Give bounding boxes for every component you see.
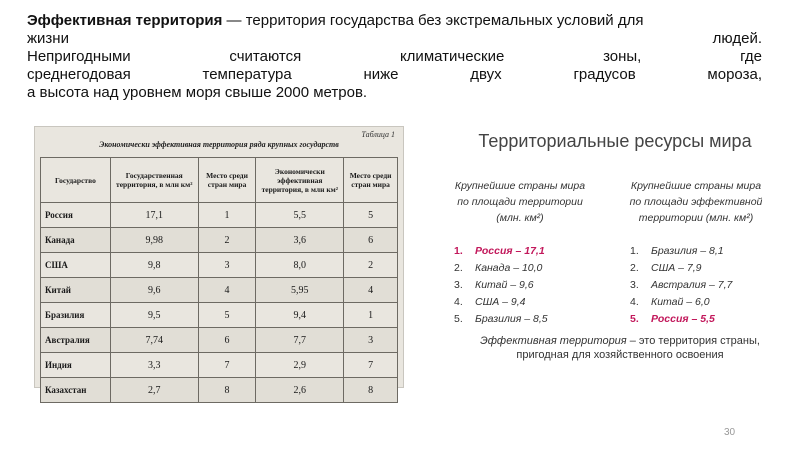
left-heading-line: (млн. км²) [496, 212, 544, 224]
ranking-text: Россия – 5,5 [651, 313, 715, 325]
scanned-table-image [34, 126, 404, 396]
intro-word: мороза, [707, 66, 762, 83]
ranking-text: Канада – 10,0 [475, 262, 543, 274]
table-cell: 5,95 [256, 278, 344, 303]
table-row [41, 328, 398, 353]
definition-line-1 [450, 334, 790, 348]
header-rank-territory: Место среди стран мира [198, 158, 256, 203]
intro-line-3 [27, 48, 762, 66]
intro-term: Эффективная территория [27, 12, 223, 29]
intro-word: градусов [573, 66, 636, 83]
table-cell: 4 [344, 278, 398, 303]
intro-word: зоны, [603, 48, 642, 65]
ranking-text: Бразилия – 8,1 [651, 245, 724, 257]
ranking-number: 4. [454, 296, 463, 308]
ranking-number: 2. [454, 262, 463, 274]
ranking-number: 5. [630, 313, 639, 325]
ranking-text: Австралия – 7,7 [651, 279, 733, 291]
table-cell: 9,8 [110, 253, 198, 278]
ranking-item [454, 243, 548, 260]
ranking-number: 3. [630, 279, 639, 291]
table-row [41, 303, 398, 328]
definition-line-2: пригодная для хозяйственного освоения [516, 349, 724, 361]
ranking-number: 1. [630, 245, 639, 257]
effective-territory-table [40, 157, 398, 403]
table-cell: 5,5 [256, 203, 344, 228]
table-cell: 4 [198, 278, 256, 303]
table-row [41, 278, 398, 303]
ranking-item [630, 311, 732, 328]
ranking-number: 5. [454, 313, 463, 325]
table-header-row [41, 158, 398, 203]
ranking-text: США – 7,9 [651, 262, 702, 274]
table-cell: 2,9 [256, 353, 344, 378]
intro-paragraph [27, 12, 762, 102]
table-cell: 7,74 [110, 328, 198, 353]
table-cell: 2,6 [256, 378, 344, 403]
right-heading-line: по площади эффективной [629, 196, 763, 208]
intro-word: считаются [229, 48, 302, 65]
table-cell: 6 [344, 228, 398, 253]
table-cell: 1 [198, 203, 256, 228]
header-rank-effective: Место среди стран мира [344, 158, 398, 203]
table-cell-country: Канада [41, 228, 111, 253]
table-cell: 2,7 [110, 378, 198, 403]
table-cell: 9,5 [110, 303, 198, 328]
table-cell: 3,6 [256, 228, 344, 253]
table-cell: 5 [344, 203, 398, 228]
intro-word: Непригодными [27, 48, 131, 65]
left-column-heading [440, 178, 600, 226]
ranking-item [630, 294, 732, 311]
intro-word: двух [470, 66, 502, 83]
table-cell: 7 [344, 353, 398, 378]
table-cell: 17,1 [110, 203, 198, 228]
intro-line-5 [27, 84, 762, 102]
ranking-item [630, 243, 732, 260]
ranking-item [630, 277, 732, 294]
table-cell-country: Россия [41, 203, 111, 228]
table-cell: 5 [198, 303, 256, 328]
header-country: Государство [41, 158, 111, 203]
header-state-territory: Государственная территория, в млн км² [110, 158, 198, 203]
table-cell: 2 [344, 253, 398, 278]
page-number: 30 [724, 427, 736, 438]
ranking-number: 1. [454, 245, 463, 257]
table-cell: 9,6 [110, 278, 198, 303]
ranking-text: Китай – 9,6 [475, 279, 534, 291]
table-cell: 8 [344, 378, 398, 403]
table-cell: 3 [344, 328, 398, 353]
left-heading-line: по площади территории [457, 196, 583, 208]
right-heading-line: территории (млн. км²) [638, 212, 754, 224]
ranking-item [630, 260, 732, 277]
panel-title: Территориальные ресурсы мира [478, 131, 752, 151]
table-cell-country: Австралия [41, 328, 111, 353]
header-effective-territory: Экономически эффективная территория, в млн км² [256, 158, 344, 203]
table-cell-country: США [41, 253, 111, 278]
intro-word: жизни [27, 30, 69, 47]
ranking-number: 4. [630, 296, 639, 308]
intro-line-4 [27, 66, 762, 84]
ranking-text: Китай – 6,0 [651, 296, 710, 308]
intro-line-1 [27, 12, 762, 30]
intro-word: ниже [363, 66, 399, 83]
largest-territory-list [454, 243, 548, 328]
table-cell: 7,7 [256, 328, 344, 353]
table-title: Экономически эффективная территория ряда крупных государств [99, 140, 339, 149]
table-cell: 1 [344, 303, 398, 328]
table-row [41, 203, 398, 228]
table-cell: 8 [198, 378, 256, 403]
largest-effective-territory-list [630, 243, 732, 328]
intro-word: среднегодовая [27, 66, 131, 83]
table-row [41, 253, 398, 278]
intro-word: где [740, 48, 762, 65]
definition-text [450, 334, 790, 362]
table-cell-country: Индия [41, 353, 111, 378]
table-cell-country: Казахстан [41, 378, 111, 403]
ranking-item [454, 277, 548, 294]
table-cell: 2 [198, 228, 256, 253]
intro-line-1-rest: — территория государства без экстремальных условий для [226, 12, 644, 29]
ranking-number: 3. [454, 279, 463, 291]
table-caption: Таблица 1 [361, 130, 395, 139]
definition-term: Эффективная территория [480, 335, 627, 347]
intro-word: температура [202, 66, 292, 83]
table-cell: 3 [198, 253, 256, 278]
right-heading-line: Крупнейшие страны мира [630, 180, 762, 192]
ranking-item [454, 311, 548, 328]
ranking-text: Россия – 17,1 [475, 245, 545, 257]
ranking-number: 2. [630, 262, 639, 274]
table-cell-country: Бразилия [41, 303, 111, 328]
table-cell: 3,3 [110, 353, 198, 378]
table-cell: 9,4 [256, 303, 344, 328]
left-heading-line: Крупнейшие страны мира [454, 180, 586, 192]
right-column-heading [616, 178, 776, 226]
ranking-text: США – 9,4 [475, 296, 526, 308]
intro-line-2 [27, 30, 762, 48]
table-cell: 6 [198, 328, 256, 353]
table-cell: 7 [198, 353, 256, 378]
intro-line-5-text: а высота над уровнем моря свыше 2000 метров. [27, 84, 368, 101]
ranking-text: Бразилия – 8,5 [475, 313, 548, 325]
intro-word: климатические [399, 48, 505, 65]
table-cell: 9,98 [110, 228, 198, 253]
definition-rest: – это территория страны, [626, 335, 760, 347]
table-row [41, 378, 398, 403]
intro-word: людей. [712, 30, 762, 47]
table-cell-country: Китай [41, 278, 111, 303]
table-row [41, 228, 398, 253]
table-row [41, 353, 398, 378]
table-cell: 8,0 [256, 253, 344, 278]
ranking-item [454, 260, 548, 277]
ranking-item [454, 294, 548, 311]
